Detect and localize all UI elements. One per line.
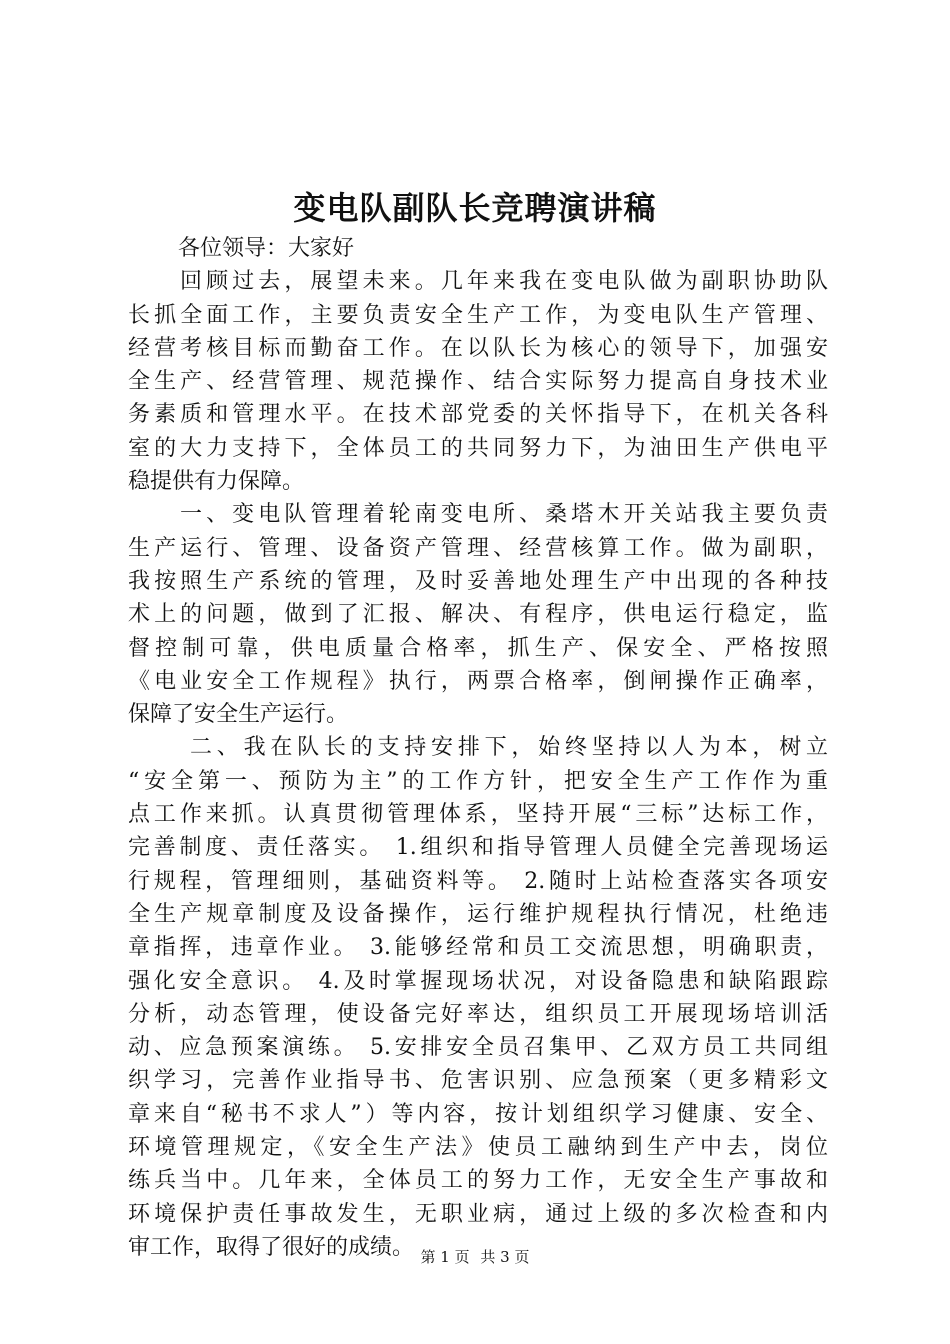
- paragraph-line: 《电业安全工作规程》执行，两票合格率，倒闸操作正确率，: [128, 668, 828, 694]
- paragraph-line: 全生产、经营管理、规范操作、结合实际努力提高自身技术业: [128, 369, 828, 395]
- paragraph-list: [128, 265, 828, 1264]
- paragraph-line: 环境保护责任事故发生，无职业病，通过上级的多次检查和内: [128, 1201, 828, 1227]
- page-number: 第 1 页: [420, 1248, 470, 1266]
- salutation: 各位领导：大家好: [178, 236, 355, 261]
- document-body: [128, 232, 828, 1264]
- paragraph-line: 练兵当中。几年来，全体员工的努力工作，无安全生产事故和: [128, 1168, 828, 1194]
- page-total: 共 3 页: [480, 1248, 530, 1266]
- paragraph-line: 完善制度、责任落实。 1.组织和指导管理人员健全完善现场运: [128, 835, 828, 861]
- paragraph-line: 环境管理规定，《安全生产法》使员工融纳到生产中去，岗位: [128, 1135, 828, 1161]
- paragraph: [128, 265, 828, 498]
- paragraph-line: 室的大力支持下，全体员工的共同努力下，为油田生产供电平: [128, 435, 828, 461]
- paragraph-line: 督控制可靠，供电质量合格率，抓生产、保安全、严格按照: [128, 635, 828, 661]
- paragraph-line: 经营考核目标而勤奋工作。在以队长为核心的领导下，加强安: [128, 335, 828, 361]
- paragraph-line: 务素质和管理水平。在技术部党委的关怀指导下，在机关各科: [128, 402, 828, 428]
- paragraph: [128, 731, 828, 1264]
- paragraph-line: 术上的问题，做到了汇报、解决、有程序，供电运行稳定，监: [128, 602, 828, 628]
- paragraph-line: 一、变电队管理着轮南变电所、桑塔木开关站我主要负责: [180, 502, 828, 528]
- paragraph-line: 章来自“秘书不求人”）等内容，按计划组织学习健康、安全、: [128, 1101, 828, 1127]
- paragraph-line: 二、我在队长的支持安排下，始终坚持以人为本，树立: [190, 735, 828, 761]
- paragraph-line: 强化安全意识。 4.及时掌握现场状况，对设备隐患和缺陷跟踪: [128, 968, 828, 994]
- paragraph-line: “安全第一、预防为主”的工作方针，把安全生产工作作为重: [128, 768, 828, 794]
- paragraph-line: 点工作来抓。认真贯彻管理体系，坚持开展“三标”达标工作，: [128, 802, 828, 828]
- paragraph-line: 长抓全面工作，主要负责安全生产工作，为变电队生产管理、: [128, 302, 828, 328]
- paragraph-line: 动、应急预案演练。 5.安排安全员召集甲、乙双方员工共同组: [128, 1035, 828, 1061]
- paragraph-line: 织学习，完善作业指导书、危害识别、应急预案（更多精彩文: [128, 1068, 828, 1094]
- paragraph-line: 章指挥，违章作业。 3.能够经常和员工交流思想，明确职责，: [128, 935, 828, 961]
- page-title: 变电队副队长竞聘演讲稿: [293, 189, 657, 227]
- paragraph-line: 全生产规章制度及设备操作，运行维护规程执行情况，杜绝违: [128, 901, 828, 927]
- paragraph-line: 稳提供有力保障。: [128, 469, 305, 495]
- page-footer: [0, 1247, 950, 1267]
- paragraph-line: 行规程，管理细则，基础资料等。 2.随时上站检查落实各项安: [128, 868, 828, 894]
- paragraph-line: 回顾过去，展望未来。几年来我在变电队做为副职协助队: [180, 269, 828, 295]
- paragraph-line: 我按照生产系统的管理，及时妥善地处理生产中出现的各种技: [128, 568, 828, 594]
- paragraph-line: 保障了安全生产运行。: [128, 702, 349, 728]
- paragraph-line: 分析，动态管理，使设备完好率达，组织员工开展现场培训活: [128, 1001, 828, 1027]
- paragraph-line: 审工作，取得了很好的成绩。: [128, 1234, 415, 1260]
- paragraph-line: 生产运行、管理、设备资产管理、经营核算工作。做为副职，: [128, 535, 828, 561]
- paragraph: [128, 498, 828, 731]
